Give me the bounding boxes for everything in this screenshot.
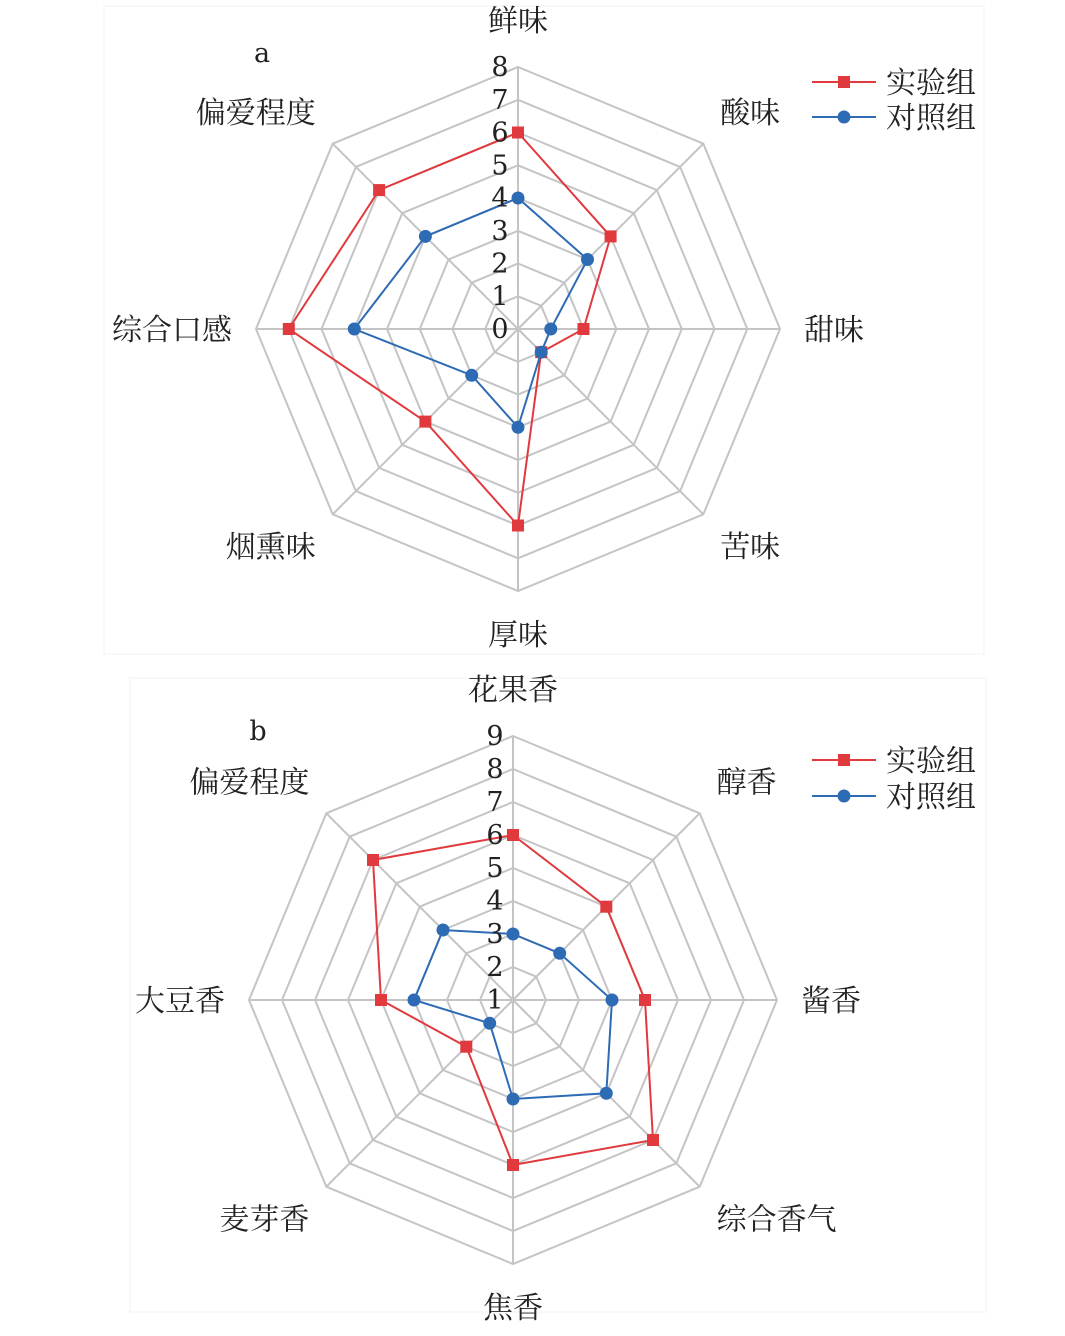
legend — [812, 744, 976, 815]
axis-label-醇香: 醇香 — [716, 765, 777, 801]
legend — [812, 66, 976, 136]
series-0-point-甜味 — [578, 323, 590, 335]
series-0-point-酱香 — [639, 994, 651, 1006]
axis-label-综合口感: 综合口感 — [112, 313, 232, 348]
radar-chart-a — [0, 0, 1065, 660]
series-1-point-酸味 — [581, 253, 594, 266]
series-0-point-综合口感 — [283, 323, 295, 335]
axis-label-酱香: 酱香 — [801, 984, 861, 1019]
series-1-point-酱香 — [606, 994, 619, 1007]
axis-label-大豆香: 大豆香 — [135, 984, 225, 1019]
tick-label-9: 9 — [486, 721, 504, 752]
series-0-point-烟熏味 — [419, 416, 431, 428]
axis-label-鲜味: 鲜味 — [488, 4, 548, 39]
series-0-point-厚味 — [512, 520, 524, 532]
tick-label-4: 4 — [491, 183, 509, 214]
legend-label-0: 实验组 — [886, 66, 976, 101]
radar-chart-a-svg — [0, 0, 1065, 660]
tick-label-3: 3 — [491, 215, 509, 247]
series-1-point-焦香 — [507, 1093, 520, 1106]
axis-label-烟熏味: 烟熏味 — [225, 530, 316, 566]
legend-label-1: 对照组 — [886, 780, 976, 815]
tick-label-3: 3 — [486, 919, 504, 950]
legend-marker-0 — [838, 76, 850, 88]
axis-label-厚味: 厚味 — [488, 618, 548, 653]
series-0-point-综合香气 — [647, 1134, 659, 1146]
panel-label: a — [253, 38, 271, 69]
series-1-point-苦味 — [535, 346, 548, 359]
tick-labels — [491, 52, 508, 345]
axis-label-酸味: 酸味 — [720, 95, 781, 131]
series-1-point-甜味 — [544, 323, 557, 336]
series-0-point-偏爱程度 — [367, 854, 379, 866]
series-1-point-综合香气 — [600, 1087, 613, 1100]
axis-label-苦味: 苦味 — [720, 530, 781, 566]
axis-label-综合香气: 综合香气 — [716, 1202, 837, 1238]
tick-label-4: 4 — [486, 886, 504, 917]
radar-grid — [256, 67, 780, 591]
tick-label-5: 5 — [486, 853, 504, 884]
legend-item-1 — [812, 780, 976, 815]
series-line-1 — [354, 198, 587, 427]
series-0-point-鲜味 — [512, 127, 524, 139]
legend-item-1 — [812, 101, 976, 136]
series-1-point-鲜味 — [512, 192, 525, 205]
series-0-point-花果香 — [507, 829, 519, 841]
axis-label-焦香: 焦香 — [483, 1291, 543, 1326]
tick-label-1: 1 — [491, 281, 509, 313]
series-0-point-大豆香 — [375, 994, 387, 1006]
series-1-point-花果香 — [507, 928, 520, 941]
tick-label-8: 8 — [486, 754, 504, 785]
series-1-point-厚味 — [512, 421, 525, 434]
legend-label-0: 实验组 — [886, 744, 976, 779]
axis-label-偏爱程度: 偏爱程度 — [195, 95, 316, 131]
axis-label-偏爱程度: 偏爱程度 — [189, 765, 310, 801]
series-1-point-大豆香 — [408, 994, 421, 1007]
series-1-point-麦芽香 — [483, 1017, 496, 1030]
legend-label-1: 对照组 — [886, 101, 976, 136]
legend-marker-0 — [838, 754, 850, 766]
tick-label-5: 5 — [491, 150, 509, 182]
series-1-point-偏爱程度 — [437, 924, 450, 937]
series-0-point-醇香 — [600, 901, 612, 913]
tick-label-0: 0 — [491, 314, 509, 345]
series-1-point-醇香 — [553, 947, 566, 960]
tick-label-8: 8 — [491, 52, 509, 83]
legend-item-0 — [812, 744, 976, 779]
tick-label-6: 6 — [491, 117, 509, 149]
tick-label-2: 2 — [486, 952, 504, 983]
series-0-point-焦香 — [507, 1159, 519, 1171]
panel-label: b — [249, 716, 267, 747]
tick-label-7: 7 — [486, 787, 504, 818]
radar-chart-b-svg — [0, 664, 1065, 1336]
legend-item-0 — [812, 66, 976, 101]
series-0-point-偏爱程度 — [373, 184, 385, 196]
tick-label-2: 2 — [491, 248, 509, 280]
radar-chart-b — [0, 664, 1065, 1336]
tick-label-1: 1 — [486, 985, 504, 1016]
series-0-point-麦芽香 — [460, 1041, 472, 1053]
axis-label-甜味: 甜味 — [804, 313, 864, 348]
tick-label-7: 7 — [491, 84, 509, 116]
legend-marker-1 — [838, 790, 851, 803]
axis-label-花果香: 花果香 — [468, 673, 558, 708]
series-1-point-烟熏味 — [465, 369, 478, 382]
series-1-point-综合口感 — [348, 323, 361, 336]
tick-label-6: 6 — [486, 820, 504, 851]
series-0-point-酸味 — [605, 230, 617, 242]
tick-labels — [486, 721, 503, 1016]
series-1-point-偏爱程度 — [419, 230, 432, 243]
legend-marker-1 — [838, 111, 851, 124]
axis-label-麦芽香: 麦芽香 — [219, 1202, 310, 1238]
radar-grid — [249, 736, 777, 1264]
